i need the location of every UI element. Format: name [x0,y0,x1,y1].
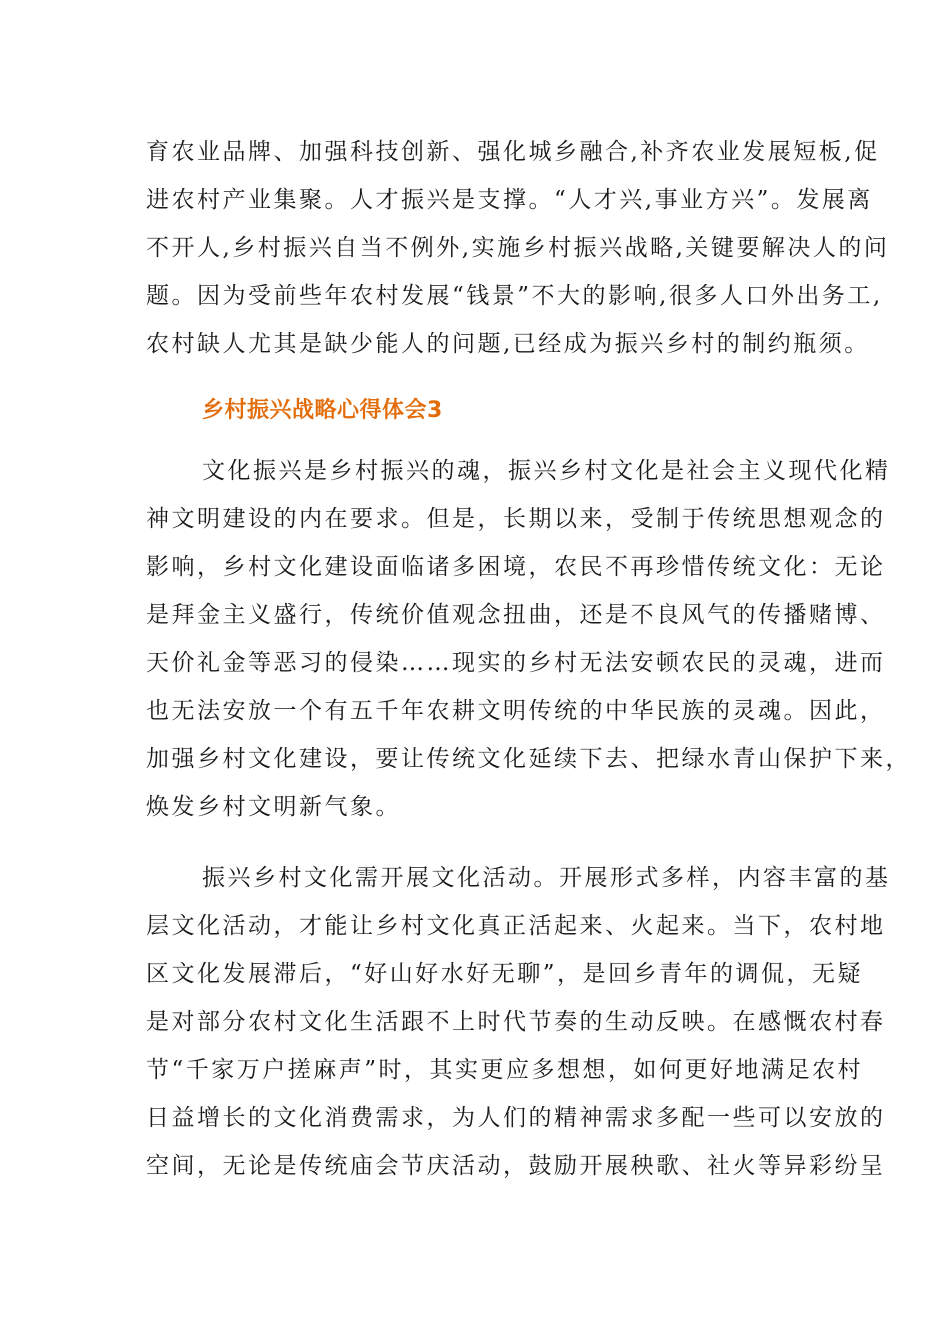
paragraph-c-line-3: 区文化发展滞后，“好山好水好无聊”，是回乡青年的调侃，无疑 [146,961,864,987]
paragraph-b-line-4: 是拜金主义盛行，传统价值观念扭曲，还是不良风气的传播赌博、 [146,602,886,628]
paragraph-c-line-5: 节“千家万户搓麻声”时，其实更应多想想，如何更好地满足农村 [146,1057,864,1083]
paragraph-b-line-8: 焕发乡村文明新气象。 [146,794,401,820]
paragraph-a-line-3: 不开人,乡村振兴自当不例外,实施乡村振兴战略,关键要解决人的问 [146,235,890,261]
paragraph-c-line-4: 是对部分农村文化生活跟不上时代节奏的生动反映。在感慨农村春 [146,1009,886,1035]
paragraph-c-line-7: 空间，无论是传统庙会节庆活动，鼓励开展秧歌、社火等异彩纷呈 [146,1153,886,1179]
section-heading: 乡村振兴战略心得体会3 [202,398,443,423]
paragraph-b-line-1: 文化振兴是乡村振兴的魂，振兴乡村文化是社会主义现代化精 [202,458,891,484]
paragraph-c-line-1: 振兴乡村文化需开展文化活动。开展形式多样，内容丰富的基 [202,865,891,891]
paragraph-b-line-5: 天价礼金等恶习的侵染……现实的乡村无法安顿农民的灵魂，进而 [146,650,886,676]
paragraph-b-line-3: 影响，乡村文化建设面临诸多困境，农民不再珍惜传统文化：无论 [146,554,886,580]
paragraph-a-line-4: 题。因为受前些年农村发展“钱景”不大的影响,很多人口外出务工, [146,283,883,309]
paragraph-b-line-7: 加强乡村文化建设，要让传统文化延续下去、把绿水青山保护下来， [146,746,911,772]
paragraph-a-line-2: 进农村产业集聚。人才振兴是支撑。“人才兴,事业方兴”。发展离 [146,187,873,213]
paragraph-b-line-6: 也无法安放一个有五千年农耕文明传统的中华民族的灵魂。因此， [146,698,886,724]
paragraph-a-line-5: 农村缺人尤其是缺少能人的问题,已经成为振兴乡村的制约瓶须。 [146,331,870,357]
paragraph-c-line-6: 日益增长的文化消费需求，为人们的精神需求多配一些可以安放的 [146,1105,886,1131]
paragraph-a-line-1: 育农业品牌、加强科技创新、强化城乡融合,补齐农业发展短板,促 [146,139,880,165]
paragraph-b-line-2: 神文明建设的内在要求。但是，长期以来，受制于传统思想观念的 [146,506,886,532]
paragraph-c-line-2: 层文化活动，才能让乡村文化真正活起来、火起来。当下，农村地 [146,913,886,939]
